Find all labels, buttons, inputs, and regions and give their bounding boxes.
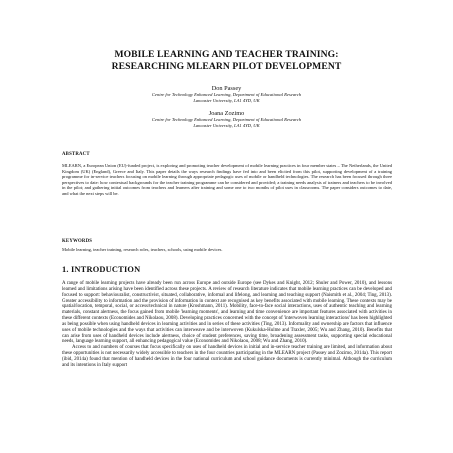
paragraph: A range of mobile learning projects have already been run across Europe and outside Europe (see Dykes and Knight, 2012; Shuler and Power, 2010), and lessons learned and limitations arising have been identified across these projects. A review of research literature indicates that mobile learning practices can be developed and focused to support: behaviouralist, constructivist, situated, collaborative, informal and lifelong, and learning and teaching support (Naismith et al., 2004; Ting, 2013). Greater accessibility to information and the provision of information in context are recognised as key benefits associated with mobile learning. These contexts may be spatial/location, temporal, social, or access/technical in nature (Kroshmann, 2011). Mobility, face-to-face social interactions, uses of authentic teaching and learning materials, constant alertness, the focus gained from mobile 'learning moments', and learning and time convenience are important features associated with activities in these different contexts (Economides and Nikolaou, 2008). Developing practices concerned with the concept of 'interwoven learning interactions' has been highlighted as being possible when using handheld devices in learning activities and in series of these activities (Ting, 2013). Informality and ownership are factors that influence uses of mobile technologies and the ways that activities can interweave and be interwoven (Kukulska-Hulme and Traxler, 2005; Wu and Zhang, 2010). Benefits that can arise from uses of handheld devices include alertness, choice of student preferences, saving time, broadening assessment tasks, supporting special educational needs, language learning support, all enhancing pedagogical value (Economides and Nikolaou, 2008; Wu and Zhang, 2010). [62,281,392,345]
abstract-text: MLEARN, a European Union (EU)-funded project, is exploring and promoting teacher development of mobile learning practices in four member states – The Netherlands, the United Kingdom (UK) (England), Greece and Italy. This paper details the ways research findings have fed into and been elicited from this pilot, supporting development of a training programme for in-service teachers focusing on mobile learning through appropriate pedagogic uses of mobile or handheld technologies. The research has been focused through three perspectives to date: how contextual backgrounds for the teacher training programme can be considered and provided; a training needs analysis of trainers and teachers to be involved in the pilot; and gathering initial outcomes from teachers and learners after training and some one to two months of pilot uses in classrooms. The paper considers outcomes to date, and what the next steps will be. [62,163,392,196]
paragraph: Access to and numbers of courses that focus specifically on uses of handheld devices in initial and in-service teacher training are limited, and information about these opportunities is not necessarily widely accessible to teachers in the four countries participating in the MLEARN project (Passey and Zozimo, 2014a). This report (ibid, 2014a) found that mention of handheld devices in the four national curriculum and school guidance documents is currently minimal. Although the curriculum and its intentions in Italy support [62,345,392,368]
author-affiliation-address: Lancaster University, LA1 4YD, UK [193,122,260,128]
paper-title-line-2: RESEARCHING MLEARN PILOT DEVELOPMENT [111,61,342,72]
introduction-body [62,281,392,369]
paper-title-line-1: MOBILE LEARNING AND TEACHER TRAINING: [114,49,339,60]
author-affiliation: Centre for Technology Enhanced Learning, Department of Educational Research [151,92,302,97]
author-name: Don Passey [211,85,242,92]
introduction-heading: 1. INTRODUCTION [62,265,141,274]
author-affiliation-address: Lancaster University, LA1 4YD, UK [193,97,260,103]
author-affiliation: Centre for Technology Enhanced Learning, Department of Educational Research [151,117,302,122]
keywords-heading: KEYWORDS [62,239,93,244]
keywords-text: Mobile learning, teacher training, research roles, teachers, schools, using mobile devices. [62,247,223,252]
author-name: Joana Zozimo [208,110,245,117]
abstract-heading: ABSTRACT [62,152,90,157]
